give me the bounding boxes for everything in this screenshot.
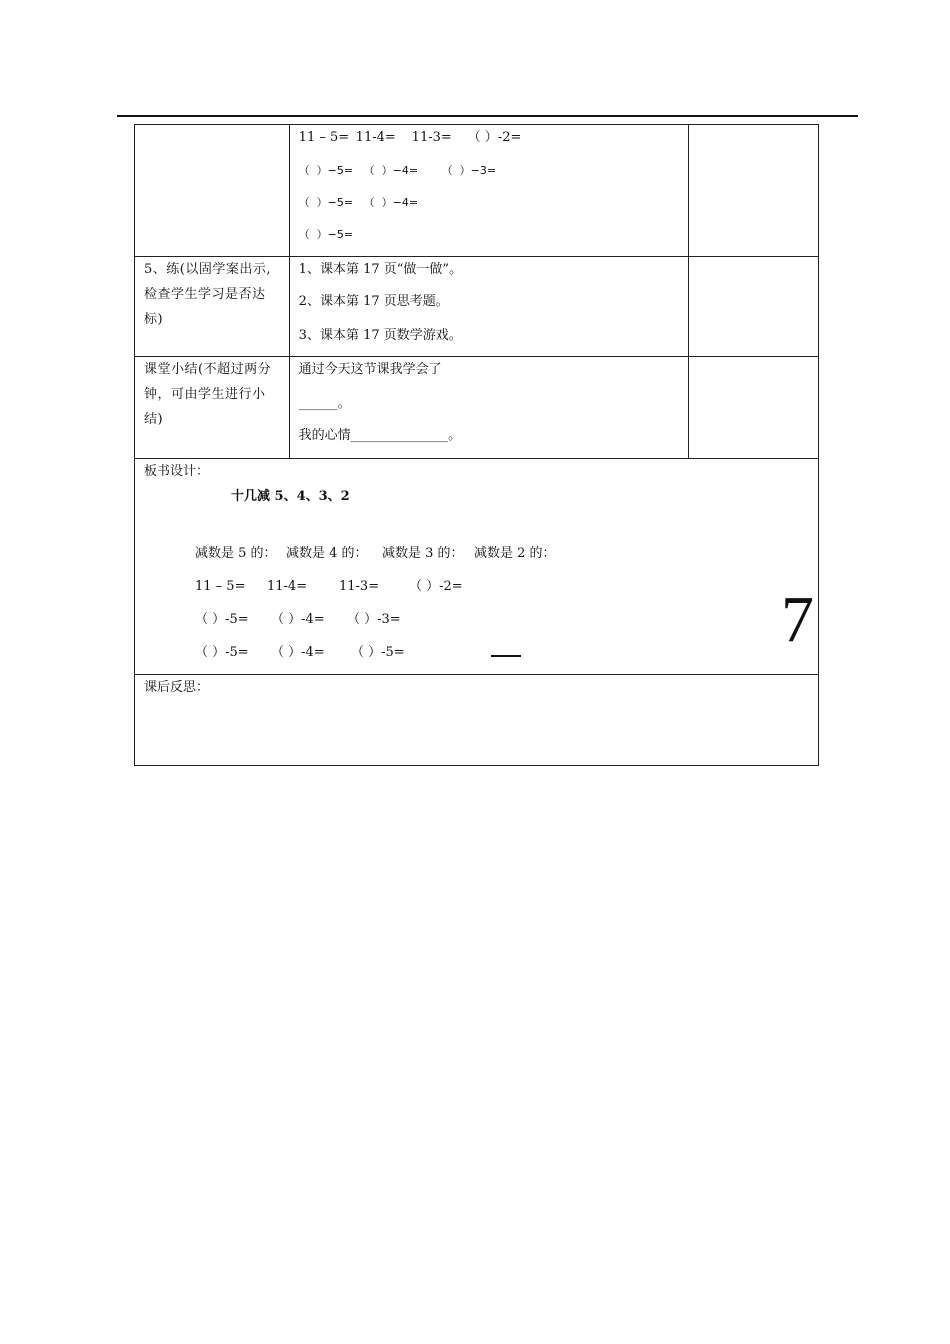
board-design-cell <box>135 459 819 675</box>
list-item: 2、课本第 17 页思考题。 <box>298 294 449 309</box>
header-rule <box>117 115 858 117</box>
board-design-label: 板书设计： <box>144 464 210 479</box>
board-header: 减数是 3 的： <box>382 546 464 561</box>
list-item: 3、课本第 17 页数学游戏。 <box>298 328 462 343</box>
label-cell <box>135 125 290 257</box>
reflection-label: 课后反思： <box>144 680 210 695</box>
section-label: 检查学生学习是否达 <box>144 287 266 302</box>
board-item: （ ）-4= <box>271 645 325 660</box>
board-item: （ ）-5= <box>351 645 405 660</box>
board-item: （ ）-2= <box>409 579 463 594</box>
table-row <box>135 459 819 675</box>
board-header: 减数是 4 的： <box>286 546 368 561</box>
board-item: 11 – 5= <box>195 579 246 594</box>
exercise-text: （ ）−3= <box>441 164 497 177</box>
table-row <box>135 125 819 257</box>
note-cell <box>689 125 819 257</box>
section-label: 钟，可由学生进行小 <box>144 387 266 402</box>
label-cell <box>135 357 290 459</box>
exercise-text: （ ）−5= <box>298 196 354 209</box>
note-cell <box>689 257 819 357</box>
page-number: 7 <box>781 583 814 656</box>
exercise-text: （ ）−5= <box>298 164 354 177</box>
content-cell <box>289 125 689 257</box>
board-item: （ ）-5= <box>195 612 249 627</box>
exercise-text: （ ）−5= <box>298 228 354 241</box>
reflection-cell <box>135 675 819 766</box>
board-header: 减数是 2 的： <box>474 546 556 561</box>
board-header: 减数是 5 的： <box>195 546 277 561</box>
summary-blank: ______。 <box>298 396 351 411</box>
divider-mark <box>491 655 521 657</box>
summary-text: 通过今天这节课我学会了 <box>298 362 442 377</box>
exercise-text: （ ）-2= <box>467 130 522 145</box>
lesson-plan-table <box>134 124 819 766</box>
section-label: 结) <box>144 412 164 427</box>
note-cell <box>689 357 819 459</box>
exercise-text: 11-3= <box>411 130 452 145</box>
board-title: 十几减 5、4、3、2 <box>231 489 350 504</box>
table-row <box>135 675 819 766</box>
section-label: 5、练(以固学案出示, <box>144 262 271 277</box>
board-item: 11-4= <box>267 579 308 594</box>
board-item: （ ）-4= <box>271 612 325 627</box>
table-row <box>135 257 819 357</box>
mood-line: 我的心情_______________。 <box>298 428 462 443</box>
content-cell <box>289 357 689 459</box>
content-cell <box>289 257 689 357</box>
exercise-text: （ ）−4= <box>363 196 419 209</box>
list-item: 1、课本第 17 页“做一做”。 <box>298 262 463 277</box>
board-item: 11-3= <box>339 579 380 594</box>
exercise-text: （ ）−4= <box>363 164 419 177</box>
exercise-text: 11 – 5= <box>298 130 350 145</box>
section-label: 标) <box>144 312 164 327</box>
board-item: （ ）-5= <box>195 645 249 660</box>
section-label: 课堂小结(不超过两分 <box>144 362 272 377</box>
label-cell <box>135 257 290 357</box>
board-item: （ ）-3= <box>347 612 401 627</box>
exercise-text: 11-4= <box>355 130 396 145</box>
table-row <box>135 357 819 459</box>
